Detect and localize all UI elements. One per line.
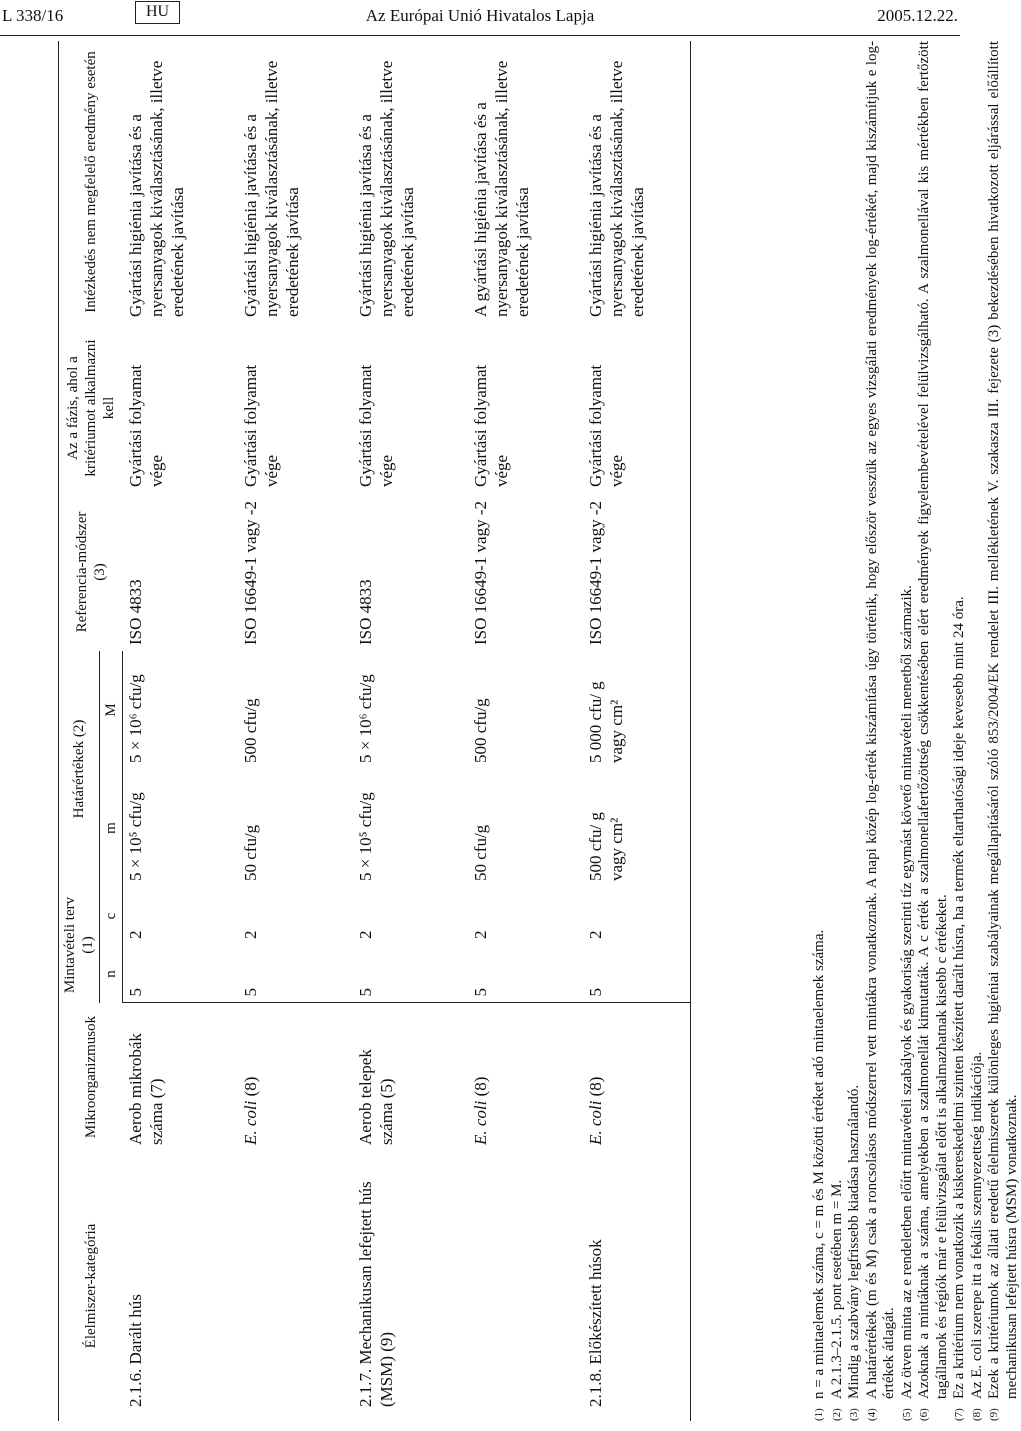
footnote-text: Az E. coli szerepe itt a fekális szennyezettség indikációja. <box>968 1051 985 1399</box>
row-spacer <box>420 41 468 1421</box>
footnote <box>951 41 969 1421</box>
cell-M: 500 cfu/g <box>470 698 490 763</box>
header-method: Referencia-módszer (3) <box>59 493 123 651</box>
organism-label: E. coli <box>585 1100 605 1145</box>
cell-action: Gyártási higiénia javítása és a nyersanyagok kiválasztásának, illetve eredetének javítása <box>240 60 302 317</box>
footnote-mark: (2) <box>830 1408 843 1421</box>
cell-method: ISO 16649-1 vagy -2 <box>240 500 260 645</box>
cell-stage: Gyártási folyamat vége <box>125 364 166 487</box>
cell-organism <box>123 1003 190 1151</box>
footnote-mark: (4) <box>865 1408 878 1421</box>
cell-organism <box>583 1003 650 1151</box>
organism-label: E. coli <box>240 1100 260 1145</box>
cell-c: 2 <box>240 930 260 939</box>
header-m: m <box>100 769 123 887</box>
organism-label: Aerob mikrobák száma <box>125 1033 166 1145</box>
header-c: c <box>100 887 123 945</box>
row-spacer <box>305 41 353 1421</box>
footnote-mark: (9) <box>988 1408 1000 1421</box>
footnote-text: Mindig a szabvány legfrissebb kiadása használandó. <box>846 1084 862 1399</box>
cell-organism <box>468 1003 535 1151</box>
cell-m: 5 × 10⁵ cfu/g <box>126 792 145 881</box>
cell-method: ISO 4833 <box>125 579 145 645</box>
footnote-text: n = a mintaelemek száma, c = m és M közötti értéket adó mintaelemek száma. <box>811 929 827 1399</box>
category-label: 2.1.6. Darált hús <box>125 1294 145 1407</box>
cell-n: 5 <box>468 945 535 1003</box>
footnote <box>969 41 987 1421</box>
footnote-text: A határértékek (m és M) csak a roncsolásos módszerrel vett mintákra vonatkoznak. A napi közép log-érték kiszámítása úgy történik, hogy először vesszük az egyes vizsgálati eredmények log-értékét, majd kiszámítjuk e log-értékek átlagát. <box>863 41 897 1399</box>
criteria-table <box>58 41 691 1421</box>
cell-action: A gyártási higiénia javítása és a nyersanyagok kiválasztásának, illetve eredetének javítása <box>470 60 532 317</box>
journal-title: Az Európai Unió Hivatalos Lapja <box>365 6 595 25</box>
header-category: Élelmiszer-kategória <box>59 1151 123 1421</box>
cell-action: Gyártási higiénia javítása és a nyersanyagok kiválasztásának, illetve eredetének javítása <box>585 60 647 317</box>
cell-n: 5 <box>353 945 420 1003</box>
cell-category <box>468 1151 535 1421</box>
footnote-text: Ez a kritérium nem vonatkozik a kiskereskedelmi szinten készített darált húsra, ha a termék eltarthatósági ideje kevesebb mint 24 óra. <box>951 596 967 1399</box>
footnote-ref: (8) <box>240 1076 260 1097</box>
cell-M: 500 cfu/g <box>240 698 260 763</box>
footnote <box>846 41 864 1421</box>
cell-M: 5 × 10⁶ cfu/g <box>355 674 375 763</box>
footnote-text: Ezek a kritériumok az állati eredetű élelmiszerek különleges higiéniai szabályainak megállapításáról szóló 853/2004/EK rendelet III. mellékletének V. szakasza III. fejezete (3) bekezdésében hivatkozott eljárással előállított mechanikusan lefejtett húsra (MSM) vonatkoznak. <box>986 41 1020 1399</box>
table-row <box>583 41 650 1421</box>
table-body <box>123 41 691 1421</box>
cell-n: 5 <box>123 945 190 1003</box>
language-badge: HU <box>135 1 180 24</box>
cell-stage: Gyártási folyamat vége <box>470 364 511 487</box>
header-M: M <box>100 651 123 769</box>
footnote-ref: (2) <box>71 719 87 738</box>
organism-label: E. coli <box>470 1100 490 1145</box>
footnote-ref: (9) <box>376 1331 396 1352</box>
category-label: 2.1.7. Mechanikusan lefejtett hús (MSM) <box>355 1181 396 1407</box>
cell-n: 5 <box>238 945 305 1003</box>
footnote-text: Azoknak a mintáknak a száma, amelyekben a szalmonellát kimutatták. A c érték a szalmonellafertőzöttség csökkentésében elért eredmények figyelembevételével felülvizsgálható. A szalmonellával kis mértékben fertőzött tagállamok és régiók már e felülvizsgálat előtt is alkalmazhatnak kisebb c értékeket. <box>916 41 950 1399</box>
cell-method: ISO 16649-1 vagy -2 <box>470 500 490 645</box>
publication-date: 2005.12.22. <box>877 6 958 25</box>
footnote-ref: (8) <box>585 1076 605 1097</box>
cell-c: 2 <box>470 930 490 939</box>
footnote-ref: (1) <box>80 936 96 954</box>
header-rule <box>0 35 960 36</box>
cell-c: 2 <box>355 930 375 939</box>
cell-M: 5 000 cfu/ g vagy cm² <box>585 681 626 763</box>
organism-label: Aerob telepek száma <box>355 1049 396 1145</box>
cell-category <box>353 1151 420 1421</box>
cell-M: 5 × 10⁶ cfu/g <box>126 674 145 763</box>
page-number: L 338/16 <box>2 6 64 25</box>
footnote <box>899 41 917 1421</box>
page-header <box>0 0 960 38</box>
table-row <box>353 41 420 1421</box>
cell-category <box>123 1151 190 1421</box>
cell-c: 2 <box>126 930 145 939</box>
row-spacer <box>650 41 691 1421</box>
cell-stage: Gyártási folyamat vége <box>585 364 626 487</box>
table-row <box>468 41 535 1421</box>
footnote <box>829 41 847 1421</box>
cell-method: ISO 4833 <box>355 579 375 645</box>
cell-m: 5 × 10⁵ cfu/g <box>355 792 375 881</box>
footnote-mark: (5) <box>900 1408 913 1421</box>
footnote-mark: (7) <box>953 1408 965 1421</box>
footnote-ref: (8) <box>470 1076 490 1097</box>
footnote-ref: (3) <box>91 563 108 581</box>
cell-action: Gyártási higiénia javítása és a nyersanyagok kiválasztásának, illetve eredetének javítása <box>125 60 187 317</box>
cell-action: Gyártási higiénia javítása és a nyersanyagok kiválasztásának, illetve eredetének javítása <box>355 60 417 317</box>
cell-n: 5 <box>583 945 650 1003</box>
cell-stage: Gyártási folyamat vége <box>240 364 281 487</box>
table-row <box>238 41 305 1421</box>
cell-stage: Gyártási folyamat vége <box>355 364 396 487</box>
cell-m: 50 cfu/g <box>470 824 490 881</box>
footnote-text: Az ötven minta az e rendeletben előírt mintavételi szabályok és gyakoriság szerinti tíz egymást követő mintavételi menetből származik. <box>898 585 915 1399</box>
footnote <box>986 41 1021 1421</box>
cell-m: 50 cfu/g <box>240 824 260 881</box>
footnote-ref: (5) <box>376 1078 396 1099</box>
footnote <box>811 41 829 1421</box>
cell-category <box>238 1151 305 1421</box>
footnote <box>864 41 899 1421</box>
header-n: n <box>100 945 123 1003</box>
header-sampling-plan: Mintavételi terv (1) <box>59 887 100 1003</box>
footnote <box>916 41 951 1421</box>
footnote-mark: (8) <box>970 1408 983 1421</box>
footnote-mark: (1) <box>813 1408 825 1421</box>
row-spacer <box>190 41 238 1421</box>
footnote-mark: (6) <box>918 1408 930 1421</box>
header-action: Intézkedés nem megfelelő eredmény esetén <box>59 41 123 323</box>
cell-c: 2 <box>585 930 605 939</box>
footnote-text: A 2.1.3–2.1.5. pont esetében m = M. <box>828 1179 845 1399</box>
footnote-mark: (3) <box>848 1408 860 1421</box>
rotated-page-content <box>58 41 1020 1421</box>
cell-category <box>583 1151 650 1421</box>
header-limits: Határértékek (2) <box>59 651 100 887</box>
cell-organism <box>238 1003 305 1151</box>
footnotes <box>811 41 1021 1421</box>
footnote-ref: (7) <box>146 1078 166 1099</box>
cell-organism <box>353 1003 420 1151</box>
category-label: 2.1.8. Előkészített húsok <box>585 1239 605 1407</box>
cell-method: ISO 16649-1 vagy -2 <box>585 500 605 645</box>
header-stage: Az a fázis, ahol a kritériumot alkalmazni kell <box>59 323 123 493</box>
table-row <box>123 41 190 1421</box>
header-organisms: Mikroorganizmusok <box>59 1003 123 1151</box>
cell-m: 500 cfu/ g vagy cm² <box>585 812 626 881</box>
row-spacer <box>535 41 583 1421</box>
